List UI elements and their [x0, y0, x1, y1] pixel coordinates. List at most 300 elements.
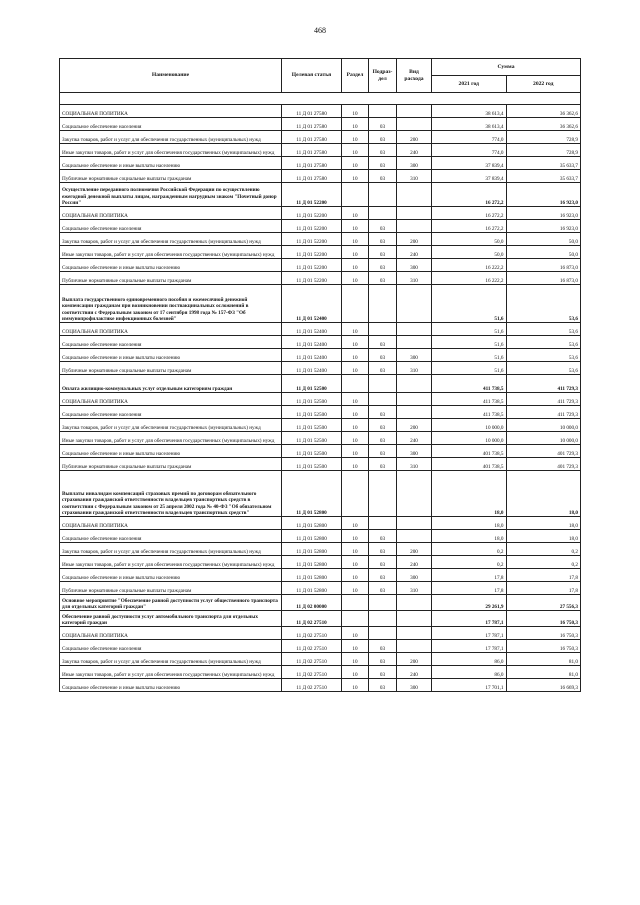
row-sum-2022: 401 729,3 — [506, 458, 581, 471]
row-sum-2022: 17,8 — [506, 582, 581, 595]
row-section: 10 — [342, 627, 369, 640]
table-row — [60, 246, 581, 259]
row-expense-type: 240 — [397, 432, 432, 445]
row-name: Публичные нормативные социальные выплаты гражданам — [60, 170, 282, 183]
row-code: 11 Д 01 52400 — [282, 349, 342, 362]
row-code: 11 Д 01 52200 — [282, 259, 342, 272]
row-section — [342, 183, 369, 207]
row-expense-type: 240 — [397, 246, 432, 259]
row-sum-2021: 17 787,1 — [432, 640, 507, 653]
row-subsection — [369, 207, 397, 220]
row-subsection: 03 — [369, 336, 397, 349]
row-subsection: 03 — [369, 653, 397, 666]
row-sum-2022: 50,0 — [506, 246, 581, 259]
row-name: Социальное обеспечение и иные выплаты населению — [60, 679, 282, 692]
table-row — [60, 259, 581, 272]
row-subsection: 03 — [369, 118, 397, 131]
row-sum-2021: 38 613,4 — [432, 118, 507, 131]
row-expense-type — [397, 517, 432, 530]
row-sum-2021: 51,6 — [432, 285, 507, 323]
row-section: 10 — [342, 393, 369, 406]
row-subsection: 03 — [369, 432, 397, 445]
row-subsection: 03 — [369, 157, 397, 170]
row-sum-2021: 16 272,2 — [432, 220, 507, 233]
table-row — [60, 419, 581, 432]
row-name: Иные закупки товаров, работ и услуг для обеспечения государственных (муниципальных) нужд — [60, 246, 282, 259]
row-name: Иные закупки товаров, работ и услуг для обеспечения государственных (муниципальных) нужд — [60, 144, 282, 157]
header-name: Наименование — [60, 59, 282, 93]
row-subsection: 03 — [369, 458, 397, 471]
row-name: Осуществление переданного полномочия Российской Федерации по осуществлению ежегодной денежной выплаты лицам, награжденным нагрудным знаком "Почетный донор России" — [60, 183, 282, 207]
row-sum-2022: 18,0 — [506, 471, 581, 517]
row-section: 10 — [342, 653, 369, 666]
row-code: 11 Д 01 52400 — [282, 336, 342, 349]
row-name: Оплата жилищно-коммунальных услуг отдельным категориям граждан — [60, 375, 282, 393]
row-sum-2021: 18,0 — [432, 530, 507, 543]
row-subsection: 03 — [369, 362, 397, 375]
row-section: 10 — [342, 666, 369, 679]
row-section: 10 — [342, 640, 369, 653]
table-row — [60, 611, 581, 627]
row-sum-2021: 29 261,9 — [432, 595, 507, 611]
row-code: 11 Д 01 52500 — [282, 445, 342, 458]
row-sum-2022: 16 873,0 — [506, 272, 581, 285]
row-code: 11 Д 01 52500 — [282, 419, 342, 432]
row-section: 10 — [342, 517, 369, 530]
table-row — [60, 118, 581, 131]
row-subsection — [369, 471, 397, 517]
row-code: 11 Д 02 27510 — [282, 611, 342, 627]
row-sum-2022: 16 873,0 — [506, 259, 581, 272]
row-subsection — [369, 611, 397, 627]
row-sum-2022: 0,2 — [506, 543, 581, 556]
table-row — [60, 458, 581, 471]
table-row — [60, 336, 581, 349]
table-row — [60, 569, 581, 582]
row-code: 11 Д 01 52800 — [282, 517, 342, 530]
row-section: 10 — [342, 362, 369, 375]
row-expense-type: 300 — [397, 157, 432, 170]
row-sum-2022: 27 556,3 — [506, 595, 581, 611]
row-code: 11 Д 02 00000 — [282, 595, 342, 611]
row-name: Закупка товаров, работ и услуг для обеспечения государственных (муниципальных) нужд — [60, 653, 282, 666]
row-expense-type — [397, 393, 432, 406]
table-row — [60, 272, 581, 285]
row-section: 10 — [342, 582, 369, 595]
row-sum-2021: 51,6 — [432, 349, 507, 362]
row-code: 11 Д 01 52500 — [282, 406, 342, 419]
row-sum-2022: 50,0 — [506, 233, 581, 246]
row-section: 10 — [342, 259, 369, 272]
table-row — [60, 144, 581, 157]
row-section: 10 — [342, 131, 369, 144]
row-expense-type: 300 — [397, 445, 432, 458]
table-row — [60, 679, 581, 692]
row-subsection: 03 — [369, 233, 397, 246]
table-row — [60, 207, 581, 220]
row-sum-2022: 53,6 — [506, 285, 581, 323]
table-row — [60, 233, 581, 246]
row-section: 10 — [342, 458, 369, 471]
row-name: Социальное обеспечение населения — [60, 118, 282, 131]
row-expense-type: 200 — [397, 131, 432, 144]
row-name: Иные закупки товаров, работ и услуг для обеспечения государственных (муниципальных) нужд — [60, 432, 282, 445]
row-subsection: 03 — [369, 679, 397, 692]
table-row — [60, 517, 581, 530]
row-code: 11 Д 01 52800 — [282, 582, 342, 595]
row-code: 11 Д 01 52800 — [282, 530, 342, 543]
row-sum-2021: 774,0 — [432, 131, 507, 144]
row-code: 11 Д 01 52400 — [282, 323, 342, 336]
row-expense-type: 300 — [397, 349, 432, 362]
row-section: 10 — [342, 445, 369, 458]
row-sum-2022: 53,6 — [506, 362, 581, 375]
row-sum-2021: 86,0 — [432, 666, 507, 679]
row-code: 11 Д 01 27580 — [282, 157, 342, 170]
row-name: Социальное обеспечение и иные выплаты населению — [60, 445, 282, 458]
row-subsection: 03 — [369, 220, 397, 233]
table-row — [60, 170, 581, 183]
header-spacer — [60, 93, 581, 105]
row-expense-type: 310 — [397, 272, 432, 285]
row-code: 11 Д 01 52400 — [282, 285, 342, 323]
row-sum-2022: 81,0 — [506, 653, 581, 666]
row-code: 11 Д 01 27580 — [282, 131, 342, 144]
row-expense-type — [397, 105, 432, 118]
table-row — [60, 530, 581, 543]
row-code: 11 Д 01 52800 — [282, 471, 342, 517]
row-name: СОЦИАЛЬНАЯ ПОЛИТИКА — [60, 323, 282, 336]
row-section: 10 — [342, 246, 369, 259]
row-subsection: 03 — [369, 246, 397, 259]
row-code: 11 Д 01 52200 — [282, 246, 342, 259]
row-subsection: 03 — [369, 419, 397, 432]
row-sum-2021: 17 787,1 — [432, 611, 507, 627]
row-subsection: 03 — [369, 556, 397, 569]
row-code: 11 Д 01 27580 — [282, 144, 342, 157]
row-sum-2022: 411 729,3 — [506, 393, 581, 406]
row-sum-2022: 411 729,3 — [506, 375, 581, 393]
row-section: 10 — [342, 556, 369, 569]
table-row — [60, 105, 581, 118]
row-subsection — [369, 323, 397, 336]
row-sum-2022: 10 000,0 — [506, 419, 581, 432]
row-section: 10 — [342, 336, 369, 349]
row-sum-2022: 18,0 — [506, 530, 581, 543]
row-sum-2022: 401 729,3 — [506, 445, 581, 458]
row-sum-2021: 51,6 — [432, 362, 507, 375]
row-subsection: 03 — [369, 170, 397, 183]
row-expense-type — [397, 285, 432, 323]
row-sum-2022: 16 750,3 — [506, 627, 581, 640]
row-subsection: 03 — [369, 530, 397, 543]
table-row — [60, 406, 581, 419]
table-row — [60, 556, 581, 569]
row-expense-type: 310 — [397, 582, 432, 595]
row-subsection — [369, 183, 397, 207]
row-sum-2021: 50,0 — [432, 246, 507, 259]
row-subsection: 03 — [369, 543, 397, 556]
row-expense-type — [397, 118, 432, 131]
row-name: Социальное обеспечение населения — [60, 406, 282, 419]
row-name: СОЦИАЛЬНАЯ ПОЛИТИКА — [60, 105, 282, 118]
row-sum-2021: 401 738,5 — [432, 458, 507, 471]
row-sum-2021: 16 222,2 — [432, 259, 507, 272]
row-sum-2022: 16 923,0 — [506, 207, 581, 220]
row-code: 11 Д 01 52200 — [282, 272, 342, 285]
row-sum-2022: 35 633,7 — [506, 170, 581, 183]
row-sum-2021: 10 000,0 — [432, 419, 507, 432]
row-name: Социальное обеспечение населения — [60, 640, 282, 653]
row-expense-type: 310 — [397, 170, 432, 183]
table-row — [60, 582, 581, 595]
row-name: Иные закупки товаров, работ и услуг для обеспечения государственных (муниципальных) нужд — [60, 666, 282, 679]
row-code: 11 Д 01 52500 — [282, 375, 342, 393]
row-sum-2021: 86,0 — [432, 653, 507, 666]
row-sum-2021: 10 000,0 — [432, 432, 507, 445]
row-sum-2021: 16 272,2 — [432, 207, 507, 220]
row-sum-2022: 10 000,0 — [506, 432, 581, 445]
row-expense-type — [397, 406, 432, 419]
row-section: 10 — [342, 530, 369, 543]
row-section: 10 — [342, 233, 369, 246]
row-expense-type — [397, 530, 432, 543]
row-subsection — [369, 375, 397, 393]
row-expense-type: 200 — [397, 543, 432, 556]
row-sum-2022: 16 923,0 — [506, 220, 581, 233]
row-subsection: 03 — [369, 259, 397, 272]
row-sum-2021: 411 738,5 — [432, 406, 507, 419]
row-expense-type: 200 — [397, 653, 432, 666]
row-section — [342, 595, 369, 611]
row-name: Закупка товаров, работ и услуг для обеспечения государственных (муниципальных) нужд — [60, 419, 282, 432]
row-code: 11 Д 01 27580 — [282, 170, 342, 183]
header-subsection: Подраз-дел — [369, 59, 397, 93]
table-row — [60, 627, 581, 640]
row-section: 10 — [342, 419, 369, 432]
row-name: Выплаты инвалидам компенсаций страховых премий по договорам обязательного страхования гражданской ответственности владельцев транспортных средств в соответствии с Федеральным законом от 25 апреля 2002 года № 40-ФЗ "Об обязательном страховании гражданской ответственности владельцев транспортных средств" — [60, 471, 282, 517]
row-expense-type — [397, 471, 432, 517]
row-expense-type: 240 — [397, 144, 432, 157]
row-subsection — [369, 627, 397, 640]
table-row — [60, 471, 581, 517]
row-section: 10 — [342, 569, 369, 582]
row-sum-2022: 36 362,6 — [506, 118, 581, 131]
row-subsection: 03 — [369, 666, 397, 679]
row-expense-type: 310 — [397, 458, 432, 471]
row-section — [342, 471, 369, 517]
page-number: 468 — [314, 26, 326, 35]
row-expense-type — [397, 375, 432, 393]
header-sum: Сумма — [432, 59, 581, 76]
row-sum-2022: 53,6 — [506, 336, 581, 349]
row-sum-2021: 774,0 — [432, 144, 507, 157]
row-sum-2022: 18,0 — [506, 517, 581, 530]
row-expense-type: 300 — [397, 569, 432, 582]
row-name: Закупка товаров, работ и услуг для обеспечения государственных (муниципальных) нужд — [60, 233, 282, 246]
row-section: 10 — [342, 105, 369, 118]
row-code: 11 Д 01 52800 — [282, 569, 342, 582]
table-row — [60, 220, 581, 233]
row-section: 10 — [342, 207, 369, 220]
row-subsection — [369, 595, 397, 611]
row-sum-2021: 38 613,4 — [432, 105, 507, 118]
row-subsection: 03 — [369, 272, 397, 285]
row-sum-2022: 17,8 — [506, 569, 581, 582]
row-sum-2021: 37 839,4 — [432, 170, 507, 183]
row-name: Социальное обеспечение населения — [60, 530, 282, 543]
table-row — [60, 432, 581, 445]
header-code: Целевая статья — [282, 59, 342, 93]
row-expense-type — [397, 220, 432, 233]
row-sum-2022: 411 729,3 — [506, 406, 581, 419]
row-sum-2022: 36 362,6 — [506, 105, 581, 118]
row-sum-2021: 37 839,4 — [432, 157, 507, 170]
row-sum-2021: 401 738,5 — [432, 445, 507, 458]
table-row — [60, 285, 581, 323]
row-sum-2021: 17 701,1 — [432, 679, 507, 692]
row-section: 10 — [342, 432, 369, 445]
row-sum-2022: 81,0 — [506, 666, 581, 679]
row-section — [342, 285, 369, 323]
row-code: 11 Д 02 27510 — [282, 679, 342, 692]
row-code: 11 Д 01 52200 — [282, 220, 342, 233]
row-expense-type: 300 — [397, 679, 432, 692]
row-expense-type — [397, 640, 432, 653]
row-subsection: 03 — [369, 349, 397, 362]
row-name: Выплата государственного единовременного пособия и ежемесячной денежной компенсации гражданам при возникновении поствакцинальных осложнений в соответствии с Федеральным законом от 17 сентября 1998 года № 157-ФЗ "Об иммунопрофилактике инфекционных болезней" — [60, 285, 282, 323]
table-row — [60, 362, 581, 375]
budget-table — [59, 58, 581, 692]
row-name: Социальное обеспечение населения — [60, 220, 282, 233]
row-sum-2022: 728,9 — [506, 131, 581, 144]
row-expense-type: 310 — [397, 362, 432, 375]
row-sum-2021: 0,2 — [432, 556, 507, 569]
row-code: 11 Д 01 52500 — [282, 393, 342, 406]
row-expense-type — [397, 207, 432, 220]
row-subsection: 03 — [369, 406, 397, 419]
row-name: Социальное обеспечение и иные выплаты населению — [60, 157, 282, 170]
table-row — [60, 666, 581, 679]
row-code: 11 Д 01 52200 — [282, 233, 342, 246]
table-row — [60, 393, 581, 406]
row-name: Социальное обеспечение населения — [60, 336, 282, 349]
table-row — [60, 543, 581, 556]
row-name: Основное мероприятие "Обеспечение равной доступности услуг общественного транспорта для отдельных категорий граждан" — [60, 595, 282, 611]
table-row — [60, 157, 581, 170]
row-expense-type — [397, 627, 432, 640]
row-code: 11 Д 01 52500 — [282, 432, 342, 445]
row-subsection: 03 — [369, 640, 397, 653]
row-section: 10 — [342, 220, 369, 233]
row-name: Социальное обеспечение и иные выплаты населению — [60, 569, 282, 582]
row-section: 10 — [342, 157, 369, 170]
table-row — [60, 131, 581, 144]
row-sum-2022: 16 669,3 — [506, 679, 581, 692]
row-expense-type: 200 — [397, 419, 432, 432]
row-expense-type: 300 — [397, 259, 432, 272]
row-code: 11 Д 02 27510 — [282, 666, 342, 679]
row-name: Публичные нормативные социальные выплаты гражданам — [60, 272, 282, 285]
header-year-2021: 2021 год — [432, 76, 507, 93]
row-code: 11 Д 02 27510 — [282, 627, 342, 640]
table-row — [60, 375, 581, 393]
row-subsection: 03 — [369, 569, 397, 582]
row-name: Социальное обеспечение и иные выплаты населению — [60, 259, 282, 272]
row-expense-type — [397, 595, 432, 611]
row-sum-2021: 18,0 — [432, 517, 507, 530]
row-sum-2021: 16 222,2 — [432, 272, 507, 285]
row-sum-2022: 53,6 — [506, 349, 581, 362]
row-name: Публичные нормативные социальные выплаты гражданам — [60, 362, 282, 375]
row-sum-2021: 17,8 — [432, 582, 507, 595]
row-section — [342, 375, 369, 393]
row-sum-2021: 50,0 — [432, 233, 507, 246]
row-code: 11 Д 02 27510 — [282, 653, 342, 666]
row-expense-type: 240 — [397, 556, 432, 569]
header-year-2022: 2022 год — [506, 76, 581, 93]
table-row — [60, 640, 581, 653]
row-code: 11 Д 01 52200 — [282, 183, 342, 207]
row-subsection — [369, 517, 397, 530]
row-subsection: 03 — [369, 144, 397, 157]
row-name: СОЦИАЛЬНАЯ ПОЛИТИКА — [60, 207, 282, 220]
row-sum-2021: 51,6 — [432, 336, 507, 349]
row-subsection: 03 — [369, 131, 397, 144]
row-code: 11 Д 01 52500 — [282, 458, 342, 471]
row-name: Закупка товаров, работ и услуг для обеспечения государственных (муниципальных) нужд — [60, 131, 282, 144]
row-expense-type — [397, 323, 432, 336]
row-section — [342, 611, 369, 627]
row-name: Публичные нормативные социальные выплаты гражданам — [60, 458, 282, 471]
table-row — [60, 323, 581, 336]
row-subsection — [369, 393, 397, 406]
row-sum-2021: 51,6 — [432, 323, 507, 336]
row-name: Социальное обеспечение и иные выплаты населению — [60, 349, 282, 362]
row-name: СОЦИАЛЬНАЯ ПОЛИТИКА — [60, 517, 282, 530]
row-section: 10 — [342, 349, 369, 362]
row-sum-2021: 0,2 — [432, 543, 507, 556]
row-code: 11 Д 01 27580 — [282, 118, 342, 131]
row-section: 10 — [342, 323, 369, 336]
row-name: Обеспечение равной доступности услуг автомобильного транспорта для отдельных категорий граждан — [60, 611, 282, 627]
row-section: 10 — [342, 272, 369, 285]
row-section: 10 — [342, 679, 369, 692]
row-expense-type — [397, 336, 432, 349]
row-sum-2021: 18,0 — [432, 471, 507, 517]
row-sum-2021: 17,8 — [432, 569, 507, 582]
row-subsection: 03 — [369, 445, 397, 458]
row-code: 11 Д 01 52800 — [282, 556, 342, 569]
row-code: 11 Д 01 52400 — [282, 362, 342, 375]
row-sum-2021: 17 787,1 — [432, 627, 507, 640]
row-sum-2022: 728,9 — [506, 144, 581, 157]
row-sum-2022: 16 750,3 — [506, 611, 581, 627]
row-code: 11 Д 01 27580 — [282, 105, 342, 118]
row-name: Закупка товаров, работ и услуг для обеспечения государственных (муниципальных) нужд — [60, 543, 282, 556]
row-sum-2022: 53,6 — [506, 323, 581, 336]
row-expense-type — [397, 611, 432, 627]
table-row — [60, 595, 581, 611]
header-section: Раздел — [342, 59, 369, 93]
row-sum-2022: 16 750,3 — [506, 640, 581, 653]
row-expense-type: 240 — [397, 666, 432, 679]
row-code: 11 Д 02 27510 — [282, 640, 342, 653]
row-sum-2021: 411 738,5 — [432, 393, 507, 406]
row-sum-2021: 16 272,2 — [432, 183, 507, 207]
row-subsection — [369, 105, 397, 118]
row-section: 10 — [342, 170, 369, 183]
